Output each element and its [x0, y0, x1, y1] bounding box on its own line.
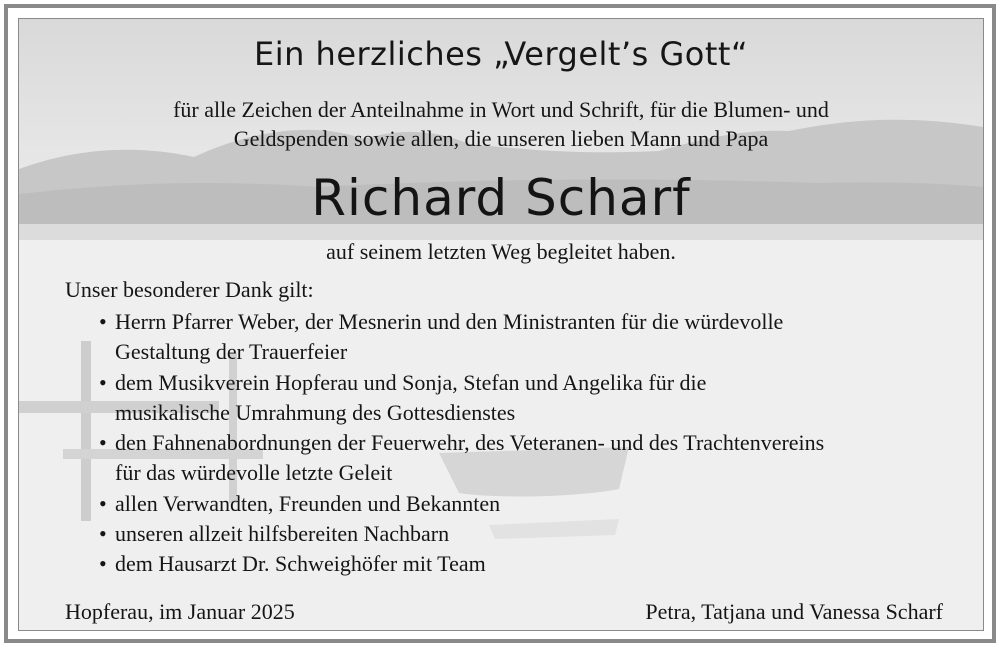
list-item [99, 428, 969, 489]
thanks-heading: Unser besonderer Dank gilt: [65, 277, 314, 302]
list-item-line: musikalische Umrahmung des Gottesdienstes [115, 399, 516, 425]
place-and-date: Hopferau, im Januar 2025 [65, 599, 295, 624]
bullet: • [99, 369, 107, 395]
list-item-line: unseren allzeit hilfsbereiten Nachbarn [115, 521, 450, 547]
list-item-line: Herrn Pfarrer Weber, der Mesnerin und den Ministranten für die würdevolle [115, 309, 784, 334]
deceased-name: Richard Scharf [311, 169, 691, 227]
bullet: • [99, 551, 107, 577]
list-item-line: für das würdevolle letzte Geleit [115, 460, 393, 486]
list-item-line: Gestaltung der Trauerfeier [115, 339, 348, 365]
bullet: • [99, 430, 107, 456]
card-inner-frame [18, 18, 984, 631]
list-item-line: dem Hausarzt Dr. Schweighöfer mit Team [115, 551, 486, 577]
obituary-card [4, 4, 996, 643]
list-item-line: allen Verwandten, Freunden und Bekannten [115, 490, 501, 516]
list-item [99, 549, 969, 579]
bullet: • [99, 309, 107, 334]
list-item [99, 489, 969, 519]
list-item-line: den Fahnenabordnungen der Feuerwehr, des Veteranen- und des Trachtenvereins [115, 430, 825, 456]
list-item [99, 368, 969, 429]
intro-text [19, 95, 983, 153]
after-name-text: auf seinem letzten Weg begleitet haben. [326, 239, 676, 264]
intro-line: Geldspenden sowie allen, die unseren lieben Mann und Papa [233, 126, 769, 151]
signature: Petra, Tatjana und Vanessa Scharf [645, 599, 943, 624]
thanks-list [99, 307, 969, 580]
notice-content [19, 19, 983, 630]
intro-line: für alle Zeichen der Anteilnahme in Wort und Schrift, für die Blumen- und [173, 97, 829, 122]
list-item [99, 519, 969, 549]
list-item-line: dem Musikverein Hopferau und Sonja, Stefan und Angelika für die [115, 369, 707, 395]
thank-you-heading: Ein herzliches „Vergelt’s Gott“ [253, 35, 749, 73]
bullet: • [99, 521, 107, 547]
list-item [99, 307, 969, 368]
bullet: • [99, 490, 107, 516]
